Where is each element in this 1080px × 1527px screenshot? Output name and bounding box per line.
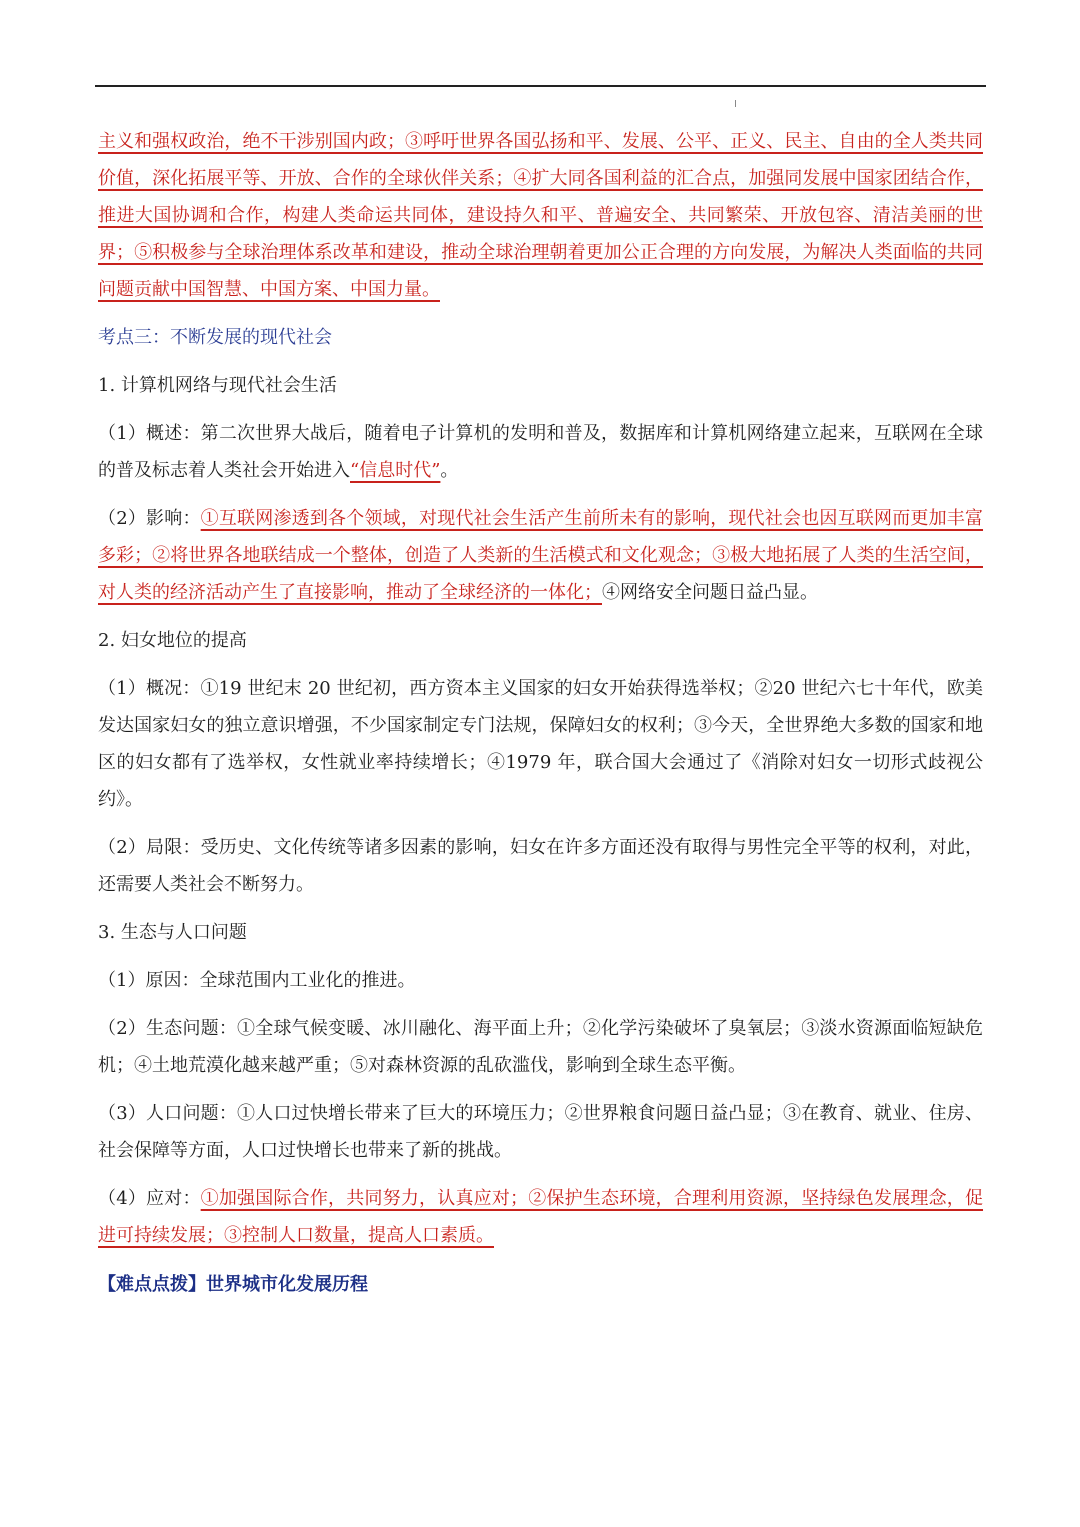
header-rule — [95, 85, 986, 87]
item1-overview — [98, 415, 983, 489]
item1-impact — [98, 500, 983, 611]
intro-highlight: 主义和强权政治，绝不干涉别国内政；③呼吁世界各国弘扬和平、发展、公平、正义、民主、自由的全人类共同价值，深化拓展平等、开放、合作的全球伙伴关系；④扩大同各国利益的汇合点，加强同发展中国家团结合作，推进大国协调和合作，构建人类命运共同体，建设持久和平、普遍安全、共同繁荣、开放包容、清洁美丽的世界；⑤积极参与全球治理体系改革和建设，推动全球治理朝着更加公正合理的方向发展，为解决人类面临的共同问题贡献中国智慧、中国方案、中国力量。 — [98, 131, 983, 300]
difficulty-heading: 【难点点拨】世界城市化发展历程 — [98, 1274, 368, 1295]
item2-overview: （1）概况：①19 世纪末 20 世纪初，西方资本主义国家的妇女开始获得选举权；②20 世纪六七十年代，欧美发达国家妇女的独立意识增强，不少国家制定专门法规，保障妇女的权利；③今天，全世界绝大多数的国家和地区的妇女都有了选举权，女性就业率持续增长；④1979 年，联合国大会通过了《消除对妇女一切形式歧视公约》。 — [98, 678, 983, 810]
item1-overview-text: （1）概述：第二次世界大战后，随着电子计算机的发明和普及，数据库和计算机网络建立起来，互联网在全球的普及标志着人类社会开始进入 — [98, 423, 983, 481]
item1-impact-suffix: ④网络安全问题日益凸显。 — [602, 582, 818, 603]
item3-response-label: （4）应对： — [98, 1188, 201, 1209]
item3-response — [98, 1180, 983, 1254]
section-heading: 考点三：不断发展的现代社会 — [98, 327, 332, 348]
item1-overview-suffix: 。 — [440, 460, 459, 481]
intro-paragraph — [98, 123, 983, 308]
document-body — [98, 123, 983, 1303]
item3-cause: （1）原因：全球范围内工业化的推进。 — [98, 970, 416, 991]
item2-limits: （2）局限：受历史、文化传统等诸多因素的影响，妇女在许多方面还没有取得与男性完全平等的权利，对此，还需要人类社会不断努力。 — [98, 837, 983, 895]
item1-overview-highlight: “信息时代” — [350, 460, 441, 481]
page-tick-mark — [735, 100, 736, 107]
item1-impact-highlight: ①互联网渗透到各个领域，对现代社会生活产生前所未有的影响，现代社会也因互联网而更加丰富多彩；②将世界各地联结成一个整体，创造了人类新的生活模式和文化观念；③极大地拓展了人类的生活空间，对人类的经济活动产生了直接影响，推动了全球经济的一体化； — [98, 508, 984, 603]
item3-response-highlight: ①加强国际合作，共同努力，认真应对；②保护生态环境，合理利用资源，坚持绿色发展理念，促进可持续发展；③控制人口数量，提高人口素质。 — [98, 1188, 984, 1246]
item3-title: 3. 生态与人口问题 — [98, 922, 247, 943]
item1-title: 1. 计算机网络与现代社会生活 — [98, 375, 337, 396]
item3-ecology: （2）生态问题：①全球气候变暖、冰川融化、海平面上升；②化学污染破坏了臭氧层；③淡水资源面临短缺危机；④土地荒漠化越来越严重；⑤对森林资源的乱砍滥伐，影响到全球生态平衡。 — [98, 1018, 983, 1076]
item3-population: （3）人口问题：①人口过快增长带来了巨大的环境压力；②世界粮食问题日益凸显；③在教育、就业、住房、社会保障等方面，人口过快增长也带来了新的挑战。 — [98, 1103, 983, 1161]
item1-impact-label: （2）影响： — [98, 508, 201, 529]
item2-title: 2. 妇女地位的提高 — [98, 630, 247, 651]
